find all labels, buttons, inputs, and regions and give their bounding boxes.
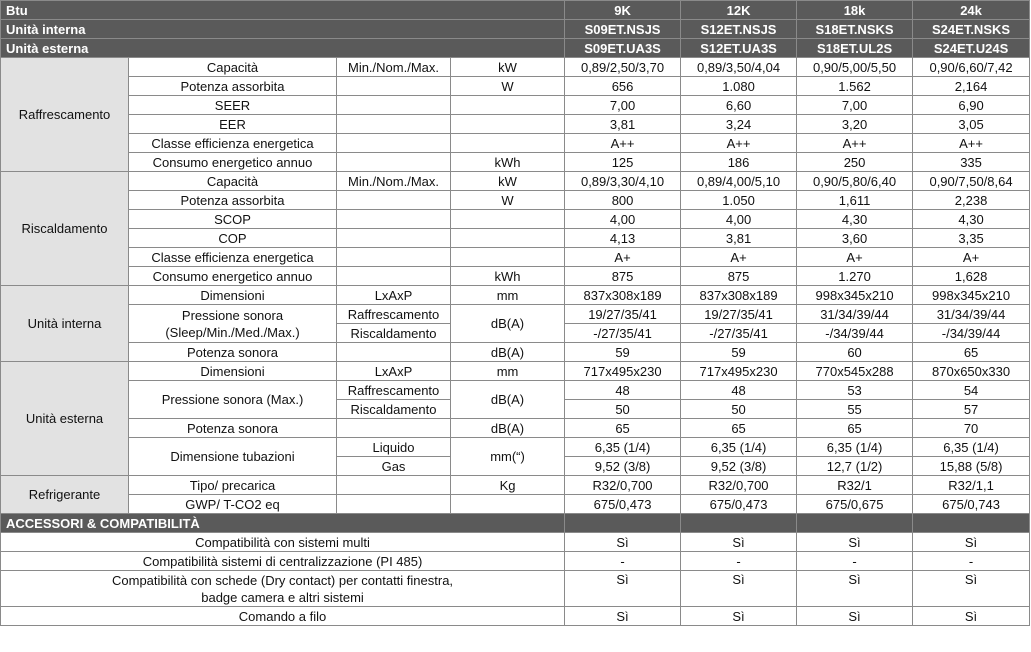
table-row: [1, 134, 1030, 153]
row-unit: W: [451, 191, 565, 210]
row-label: Potenza sonora: [129, 419, 337, 438]
cell: 4,00: [565, 210, 681, 229]
row-condition: [337, 96, 451, 115]
cell: 998x345x210: [913, 286, 1030, 305]
cell: 675/0,473: [681, 495, 797, 514]
cell: A+: [565, 248, 681, 267]
row-condition: [337, 267, 451, 286]
row-unit: [451, 96, 565, 115]
cell: 9,52 (3/8): [681, 457, 797, 476]
cell: 770x545x288: [797, 362, 913, 381]
cell: -/34/39/44: [797, 324, 913, 343]
row-label: GWP/ T-CO2 eq: [129, 495, 337, 514]
row-condition: Liquido: [337, 438, 451, 457]
cell: 6,35 (1/4): [797, 438, 913, 457]
cell: Sì: [797, 533, 913, 552]
table-row: [1, 607, 1030, 626]
cell: 50: [681, 400, 797, 419]
table-row: [1, 305, 1030, 324]
cell: Sì: [797, 607, 913, 626]
cell: -/34/39/44: [913, 324, 1030, 343]
cell: Sì: [681, 607, 797, 626]
row-label: EER: [129, 115, 337, 134]
table-row: [1, 191, 1030, 210]
cell: 7,00: [797, 96, 913, 115]
cell: 675/0,743: [913, 495, 1030, 514]
row-condition: Raffrescamento: [337, 381, 451, 400]
cell: 250: [797, 153, 913, 172]
cell: 3,24: [681, 115, 797, 134]
row-label: SCOP: [129, 210, 337, 229]
header-indoor-row: [1, 20, 1030, 39]
cell: 9,52 (3/8): [565, 457, 681, 476]
row-label: Consumo energetico annuo: [129, 267, 337, 286]
cell: 6,60: [681, 96, 797, 115]
row-label: Pressione sonora (Max.): [129, 381, 337, 419]
table-row: [1, 77, 1030, 96]
table-row: [1, 552, 1030, 571]
row-label: Tipo/ precarica: [129, 476, 337, 495]
row-unit: kW: [451, 58, 565, 77]
cell: 998x345x210: [797, 286, 913, 305]
cell: 15,88 (5/8): [913, 457, 1030, 476]
row-unit: W: [451, 77, 565, 96]
cell: -: [797, 552, 913, 571]
cell: 1.270: [797, 267, 913, 286]
cell: A+: [681, 248, 797, 267]
cell: 3,81: [565, 115, 681, 134]
indoor-model: S12ET.NSJS: [681, 20, 797, 39]
row-label: Potenza assorbita: [129, 191, 337, 210]
cell: Sì: [681, 533, 797, 552]
cell: A+: [913, 248, 1030, 267]
group-label-refrigerant: Refrigerante: [1, 476, 129, 514]
cell: 837x308x189: [565, 286, 681, 305]
cell: 0,90/7,50/8,64: [913, 172, 1030, 191]
cell: 1,628: [913, 267, 1030, 286]
cell: 1.562: [797, 77, 913, 96]
cell: 4,30: [913, 210, 1030, 229]
cell: Sì: [797, 571, 913, 607]
header-outdoor-row: [1, 39, 1030, 58]
table-row: [1, 210, 1030, 229]
cell: 7,00: [565, 96, 681, 115]
table-row: [1, 495, 1030, 514]
cell: 50: [565, 400, 681, 419]
group-label-cooling: Raffrescamento: [1, 58, 129, 172]
row-condition: [337, 343, 451, 362]
group-label-outdoor: Unità esterna: [1, 362, 129, 476]
cell: 0,89/2,50/3,70: [565, 58, 681, 77]
group-label-heating: Riscaldamento: [1, 172, 129, 286]
col-header: 9K: [565, 1, 681, 20]
table-row: [1, 438, 1030, 457]
row-label: Capacità: [129, 58, 337, 77]
cell: 875: [681, 267, 797, 286]
cell: R32/0,700: [565, 476, 681, 495]
cell: 65: [913, 343, 1030, 362]
row-unit: kWh: [451, 267, 565, 286]
indoor-model: S09ET.NSJS: [565, 20, 681, 39]
table-row: [1, 248, 1030, 267]
row-label: Dimensione tubazioni: [129, 438, 337, 476]
row-condition: [337, 495, 451, 514]
cell: 335: [913, 153, 1030, 172]
row-condition: Riscaldamento: [337, 324, 451, 343]
row-label: Dimensioni: [129, 286, 337, 305]
row-condition: [337, 134, 451, 153]
cell: 59: [681, 343, 797, 362]
row-label-noise: [129, 305, 337, 343]
row-label: Potenza assorbita: [129, 77, 337, 96]
row-condition: [337, 419, 451, 438]
col-header: 12K: [681, 1, 797, 20]
cell: 6,35 (1/4): [913, 438, 1030, 457]
accessories-header-row: [1, 514, 1030, 533]
row-condition: Riscaldamento: [337, 400, 451, 419]
cell: A++: [565, 134, 681, 153]
cell: -: [681, 552, 797, 571]
row-label: Dimensioni: [129, 362, 337, 381]
table-row: [1, 362, 1030, 381]
row-unit: mm: [451, 286, 565, 305]
cell: 186: [681, 153, 797, 172]
indoor-unit-label: Unità interna: [1, 20, 565, 39]
row-condition: [337, 153, 451, 172]
outdoor-unit-label: Unità esterna: [1, 39, 565, 58]
table-row: [1, 343, 1030, 362]
cell: -: [565, 552, 681, 571]
cell: Sì: [565, 571, 681, 607]
cell: 2,238: [913, 191, 1030, 210]
row-label: Classe efficienza energetica: [129, 248, 337, 267]
cell: Sì: [913, 571, 1030, 607]
cell: 875: [565, 267, 681, 286]
cell: 4,30: [797, 210, 913, 229]
cell: 2,164: [913, 77, 1030, 96]
cell: 6,35 (1/4): [565, 438, 681, 457]
outdoor-model: S18ET.UL2S: [797, 39, 913, 58]
cell: R32/1,1: [913, 476, 1030, 495]
outdoor-model: S09ET.UA3S: [565, 39, 681, 58]
cell: 870x650x330: [913, 362, 1030, 381]
btu-label: Btu: [1, 1, 565, 20]
table-row: [1, 229, 1030, 248]
cell: 53: [797, 381, 913, 400]
cell: 4,13: [565, 229, 681, 248]
row-condition: [337, 77, 451, 96]
cell: 837x308x189: [681, 286, 797, 305]
cell: 60: [797, 343, 913, 362]
cell: 31/34/39/44: [913, 305, 1030, 324]
accessory-label-line2: badge camera e altri sistemi: [201, 589, 364, 605]
cell: 0,89/4,00/5,10: [681, 172, 797, 191]
cell: -/27/35/41: [565, 324, 681, 343]
cell: Sì: [913, 607, 1030, 626]
cell: 65: [681, 419, 797, 438]
row-condition: Gas: [337, 457, 451, 476]
row-label: SEER: [129, 96, 337, 115]
cell: 6,35 (1/4): [681, 438, 797, 457]
row-unit: [451, 495, 565, 514]
cell: 0,90/5,00/5,50: [797, 58, 913, 77]
row-unit: [451, 115, 565, 134]
row-unit: [451, 229, 565, 248]
table-row: [1, 533, 1030, 552]
cell: 57: [913, 400, 1030, 419]
group-label-indoor: Unità interna: [1, 286, 129, 362]
cell: Sì: [565, 607, 681, 626]
table-row: [1, 419, 1030, 438]
cell: 31/34/39/44: [797, 305, 913, 324]
row-unit: dB(A): [451, 305, 565, 343]
cell: 125: [565, 153, 681, 172]
cell: R32/1: [797, 476, 913, 495]
row-label: Classe efficienza energetica: [129, 134, 337, 153]
row-label: Potenza sonora: [129, 343, 337, 362]
cell: 0,89/3,30/4,10: [565, 172, 681, 191]
row-condition: [337, 476, 451, 495]
table-row: [1, 381, 1030, 400]
cell: R32/0,700: [681, 476, 797, 495]
row-unit: dB(A): [451, 381, 565, 419]
cell: 3,05: [913, 115, 1030, 134]
table-row: [1, 172, 1030, 191]
outdoor-model: S24ET.U24S: [913, 39, 1030, 58]
cell: 4,00: [681, 210, 797, 229]
row-condition: LxAxP: [337, 286, 451, 305]
accessory-label: Compatibilità con sistemi multi: [1, 533, 565, 552]
table-row: [1, 153, 1030, 172]
noise-label-line2: (Sleep/Min./Med./Max.): [165, 324, 300, 340]
table-row: [1, 286, 1030, 305]
row-label: COP: [129, 229, 337, 248]
cell: -/27/35/41: [681, 324, 797, 343]
cell: 3,81: [681, 229, 797, 248]
row-label: Capacità: [129, 172, 337, 191]
row-unit: [451, 134, 565, 153]
cell: 1.080: [681, 77, 797, 96]
cell: Sì: [913, 533, 1030, 552]
cell: Sì: [565, 533, 681, 552]
row-unit: kW: [451, 172, 565, 191]
row-condition: Min./Nom./Max.: [337, 58, 451, 77]
outdoor-model: S12ET.UA3S: [681, 39, 797, 58]
row-unit: dB(A): [451, 419, 565, 438]
row-condition: [337, 248, 451, 267]
row-unit: mm: [451, 362, 565, 381]
cell: 656: [565, 77, 681, 96]
noise-label-line1: Pressione sonora: [181, 307, 284, 323]
cell: A++: [797, 134, 913, 153]
accessory-label: Comando a filo: [1, 607, 565, 626]
cell: 65: [565, 419, 681, 438]
cell: 19/27/35/41: [681, 305, 797, 324]
cell: 0,89/3,50/4,04: [681, 58, 797, 77]
table-row: [1, 58, 1030, 77]
table-row: [1, 476, 1030, 495]
cell: Sì: [681, 571, 797, 607]
row-unit: mm(“): [451, 438, 565, 476]
row-unit: kWh: [451, 153, 565, 172]
table-row: [1, 115, 1030, 134]
row-unit: dB(A): [451, 343, 565, 362]
cell: A++: [913, 134, 1030, 153]
accessories-title: ACCESSORI & COMPATIBILITÀ: [1, 514, 565, 533]
cell: 59: [565, 343, 681, 362]
header-btu-row: [1, 1, 1030, 20]
cell: A++: [681, 134, 797, 153]
col-header: 24k: [913, 1, 1030, 20]
row-unit: [451, 210, 565, 229]
cell: 70: [913, 419, 1030, 438]
cell: A+: [797, 248, 913, 267]
row-condition: LxAxP: [337, 362, 451, 381]
cell: 19/27/35/41: [565, 305, 681, 324]
table-row: [1, 96, 1030, 115]
accessory-label-line1: Compatibilità con schede (Dry contact) per contatti finestra,: [112, 572, 454, 588]
cell: 54: [913, 381, 1030, 400]
cell: 48: [565, 381, 681, 400]
cell: 0,90/5,80/6,40: [797, 172, 913, 191]
cell: 48: [681, 381, 797, 400]
cell: 12,7 (1/2): [797, 457, 913, 476]
row-unit: [451, 248, 565, 267]
accessory-label: [1, 571, 565, 607]
table-row: [1, 267, 1030, 286]
accessory-label: Compatibilità sistemi di centralizzazione (PI 485): [1, 552, 565, 571]
indoor-model: S18ET.NSKS: [797, 20, 913, 39]
cell: 55: [797, 400, 913, 419]
cell: 717x495x230: [565, 362, 681, 381]
row-label: Consumo energetico annuo: [129, 153, 337, 172]
row-condition: [337, 210, 451, 229]
table-row: [1, 571, 1030, 607]
cell: 6,90: [913, 96, 1030, 115]
col-header: 18k: [797, 1, 913, 20]
cell: 675/0,675: [797, 495, 913, 514]
cell: 65: [797, 419, 913, 438]
cell: 0,90/6,60/7,42: [913, 58, 1030, 77]
row-condition: [337, 229, 451, 248]
row-condition: [337, 191, 451, 210]
cell: 3,60: [797, 229, 913, 248]
indoor-model: S24ET.NSKS: [913, 20, 1030, 39]
cell: 717x495x230: [681, 362, 797, 381]
row-condition: Min./Nom./Max.: [337, 172, 451, 191]
cell: 675/0,473: [565, 495, 681, 514]
cell: 800: [565, 191, 681, 210]
cell: -: [913, 552, 1030, 571]
row-condition: Raffrescamento: [337, 305, 451, 324]
cell: 3,20: [797, 115, 913, 134]
row-condition: [337, 115, 451, 134]
row-unit: Kg: [451, 476, 565, 495]
cell: 3,35: [913, 229, 1030, 248]
cell: 1.050: [681, 191, 797, 210]
cell: 1,611: [797, 191, 913, 210]
